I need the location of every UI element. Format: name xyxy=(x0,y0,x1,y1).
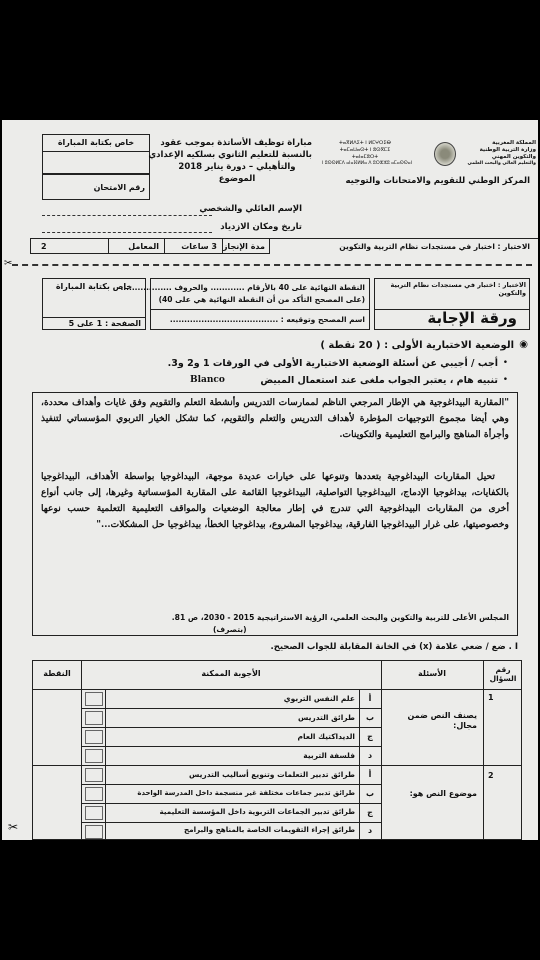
cut-line xyxy=(12,264,532,266)
header-num: رقم السؤال xyxy=(489,665,517,683)
scissors-icon-bottom: ✂ xyxy=(8,820,19,834)
text-frame xyxy=(32,392,518,636)
special-box-answer: خاص بكتابة المباراة الصفحة : 1 على 5 xyxy=(42,278,146,330)
exam-paper: خاص بكتابة المباراة رقم الامتحان مباراة توظيف الأساتذة بموجب عقود بالنسبة للتعليم الثانوي بسلكيه الإعدادي والتأهيلي – دورة يناير 2018 الموضوع ⵜⴰⴳⵍⴷⵉⵜ ⵏ ⵍⵎⵖⵔⵉⴱ ⵜⴰⵎⴰⵡⴰⵙⵜ ⵏ ⵓⵙⴳⵎⵉ ⵜⴰⵏⴰⵎⵓⵔⵜ ⵏ ⵓⵙⵙⵍⵎⴷ ⴰⵏⴰⴼⵍⵍⴰ ⴷ ⵓⵔⵣⵣⵓ ⴰⵎⴰⵙⵙⴰⵏ المملكة المغربية وزارة التربية الوطنية والتكوين المهني والتعليم العالي والبحث العلمي المركز الوطني للتقويم والامتحانات والتوجيه الإسم العائلي والشخصي تاريخ ومكان الازدياد الاختبار : اختبار في مستجدات نظام التربية والتكوين مدة الإنجاز 3 ساعات المعامل 2 ✂ خاص بكتابة المباراة الصفحة : 1 على 5 النقطة النهائية على 40 بالأرقام ............ والحروف .................. (على المصحح التأكد من أن النقطة النهائية هي على 40) اسم المصحح وتوقيعه : ...................................... الاختبار : اختبار في مستجدات نظام التربية والتكوين ورقة الإجابة ◉ الوضعية الاختبارية الأولى : ( 20 نقطة ) • أجب / أجيبي عن أسئلة الوضعية الاختبارية الأولى في الورقات 1 و2 و3. • تنبيه هام ، يعتبر الجواب ملغى عند استعمال المبيض Blanco "المقاربة البيداغوجية هي الإطار المرجعي الناظم لممارسات التدريس وأنشطة التعلم والتقويم وفق غايات وأهداف محددة، وهي أيضا مجموع التوجيهات المؤطرة لأهداف التدريس والتعلم والتقويم، كما تشكل الخيار التربوي المؤسساتي لتنفيذ وأجرأة المناهج والبرامج التعليمية والتكوينات. تحيل المقاربات البيداغوجية بتعددها وتنوعها على خيارات عديدة موجهة، البيداغوجيا بواسطة الأهداف، البيداغوجيا بالكفايات، بيداغوجيا الإدماج، البيداغوجيا التواصلية، البيداغوجيا القائمة على المقاربة المؤسساتية وغيرها، إلى جانب أنواع أخرى من المقاربات البيداغوجية التي تندرج في إطار معالجة الوضعيات والمواقف التعليمية التعلمية حسب نوعها وخصوصيتها، على غرار البيداغوجيا الفارقية، بيداغوجيا المشروع، بيداغوجيا الخطأ، بيداغوجيا حل المشكلات..." المجلس الأعلى للتربية والتكوين والبحث العلمي، الرؤية الاستراتيجية 2015 - 2030، ص 81. (بتصرف) I . ضع / ضعي علامة (x) في الخانة المقابلة للجواب الصحيح. رقم السؤال الأسئلة الأجوبة الممكنة النقطة 1 يصنف النص ضمن مجال: أ علم النفس التربوي ب طرائق التدريس ج الديداكتيك العام د فلسفة التربية 2 موضوع النص هو: أ طرائق تدبير التعلمات وتنويع أساليب التدريس ب طرائق تدبير جماعات مختلفة غير منسجمة داخل المدرسة الواحدة ج طرائق تدبير الجماعات التربوية داخل المؤسسة التعليمية د طرائق إجراء التقويمات الخاصة بالمناهج والبرامج ✂ xyxy=(2,120,538,840)
score-box: النقطة النهائية على 40 بالأرقام ............ والحروف .................. (على المصحح التأكد من أن النقطة النهائية هي على 40) اسم المصحح وتوقيعه : ...................................... xyxy=(150,278,370,330)
row2-checkbox-c[interactable] xyxy=(85,806,103,820)
exam-number-label: رقم الامتحان xyxy=(93,183,145,192)
situation-title: الوضعية الاختبارية الأولى : ( 20 نقطة ) xyxy=(320,340,514,351)
row1-num: 1 xyxy=(488,693,494,702)
row1-question: يصنف النص ضمن مجال: xyxy=(407,711,477,730)
instruction-2: تنبيه هام ، يعتبر الجواب ملغى عند استعمال المبيض xyxy=(260,375,498,386)
page-number: الصفحة : 1 على 5 xyxy=(68,319,141,328)
row2-checkbox-a[interactable] xyxy=(85,768,103,782)
row2-num: 2 xyxy=(488,771,494,780)
source-note: (بتصرف) xyxy=(213,625,247,634)
source-citation: المجلس الأعلى للتربية والتكوين والبحث العلمي، الرؤية الاستراتيجية 2015 - 2030، ص 81. xyxy=(171,613,509,622)
question-intro: I . ضع / ضعي علامة (x) في الخانة المقابلة للجواب الصحيح. xyxy=(270,642,518,652)
moroccan-emblem-icon xyxy=(434,142,456,166)
target-icon: ◉ xyxy=(519,339,528,350)
special-box-top xyxy=(42,134,150,174)
row1-checkbox-d[interactable] xyxy=(85,749,103,763)
instruction-1: أجب / أجيبي عن أسئلة الوضعية الاختبارية الأولى في الورقات 1 و2 و3. xyxy=(167,358,498,369)
exam-number-box xyxy=(42,174,150,200)
answers-table: رقم السؤال الأسئلة الأجوبة الممكنة النقطة 1 يصنف النص ضمن مجال: أ علم النفس التربوي ب طرائق التدريس ج الديداكتيك العام د فلسفة التربية 2 موضوع النص هو: أ طرائق تدبير التعلمات وتنويع أساليب التدريس ب طرائق تدبير جماعات مختلفة غير منسجمة داخل المدرسة الواحدة ج طرائق تدبير الجماعات التربوية داخل المؤسسة التعليمية د طرائق إجراء التقويمات الخاصة بالمناهج والبرامج xyxy=(32,660,522,840)
row1-checkbox-c[interactable] xyxy=(85,730,103,744)
header-answers: الأجوبة الممكنة xyxy=(201,669,261,678)
specialty-label: الاختبار : اختبار في مستجدات نظام التربية والتكوين xyxy=(339,242,530,251)
center-name: المركز الوطني للتقويم والامتحانات والتوجيه xyxy=(345,176,530,186)
paragraph-1: "المقاربة البيداغوجية هي الإطار المرجعي الناظم لممارسات التدريس وأنشطة التعلم والتقويم وفق غايات وأهداف محددة، وهي أيضا مجموع التوجيهات المؤطرة لأهداف التدريس والتعلم والتقويم، كما تشكل الخيار التربوي المؤسساتي لتنفيذ وأجرأة المناهج والبرامج التعليمية والتكوينات. xyxy=(41,397,509,440)
row2-checkbox-d[interactable] xyxy=(85,825,103,839)
birth-label: تاريخ ومكان الازدياد xyxy=(220,222,302,232)
blanco-word: Blanco xyxy=(190,375,225,385)
test-box: الاختبار : اختبار في مستجدات نظام التربية والتكوين ورقة الإجابة xyxy=(374,278,530,330)
special-box-label: خاص بكتابة المباراة xyxy=(57,138,135,147)
name-label: الإسم العائلي والشخصي xyxy=(199,204,302,214)
duration-box: مدة الإنجاز 3 ساعات المعامل 2 xyxy=(30,238,270,254)
row2-checkbox-b[interactable] xyxy=(85,787,103,801)
paragraph-2: تحيل المقاربات البيداغوجية بتعددها وتنوعها على خيارات عديدة موجهة، البيداغوجيا بواسطة الأهداف، البيداغوجيا بالكفايات، بيداغوجيا الإدماج، البيداغوجيا التواصلية، البيداغوجيا القائمة على المقاربة المؤسساتية وغيرها، إلى جانب أنواع أخرى من المقاربات البيداغوجية التي تندرج في إطار معالجة الوضعيات والمواقف التعليمية التعلمية حسب نوعها وخصوصيتها، على غرار البيداغوجيا الفارقية، بيداغوجيا المشروع، بيداغوجيا الخطأ، بيداغوجيا حل المشكلات..." xyxy=(41,471,509,530)
row2-question: موضوع النص هو: xyxy=(409,789,477,798)
row1-checkbox-b[interactable] xyxy=(85,711,103,725)
header-score: النقطة xyxy=(43,669,71,678)
answer-sheet-title: ورقة الإجابة xyxy=(427,309,517,327)
header-question: الأسئلة xyxy=(418,669,446,678)
row1-checkbox-a[interactable] xyxy=(85,692,103,706)
scissors-icon: ✂ xyxy=(4,258,13,269)
